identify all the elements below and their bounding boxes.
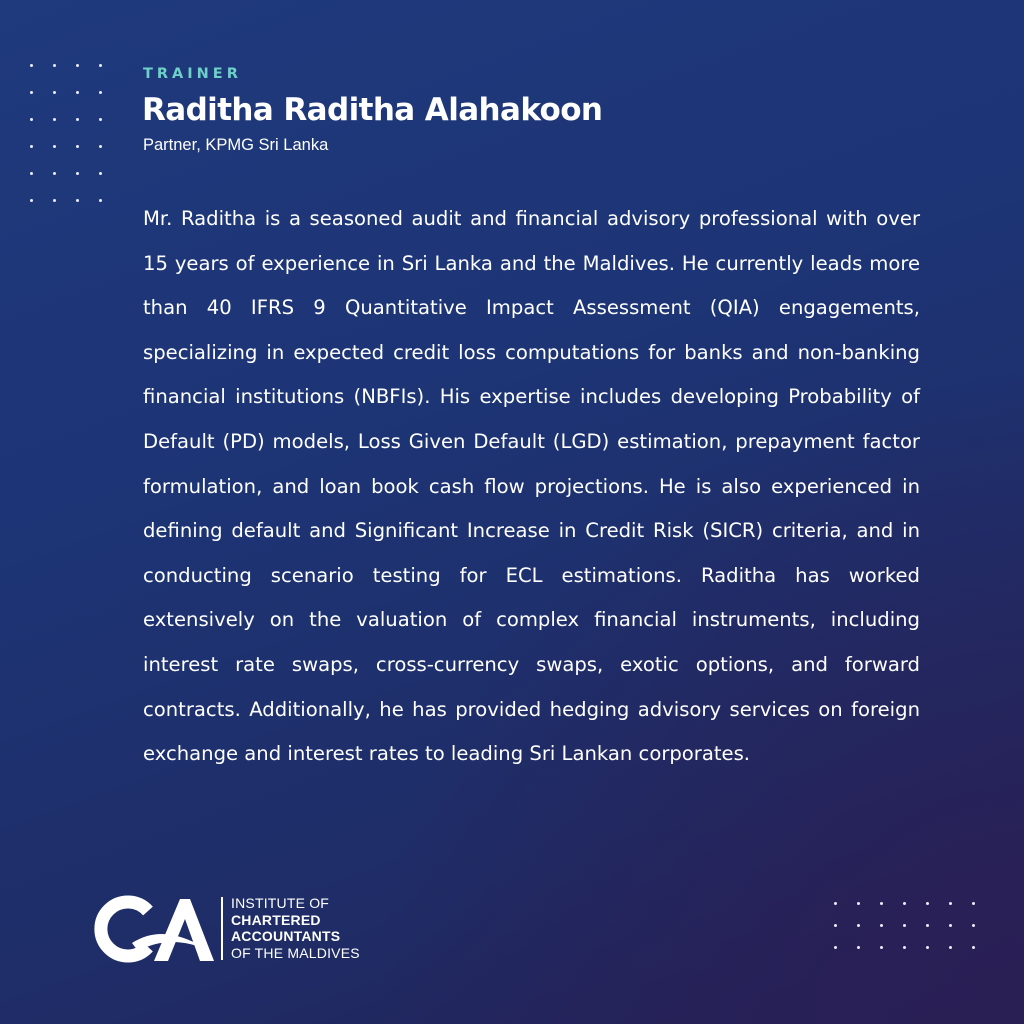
dot [949, 946, 952, 949]
dot [30, 64, 33, 67]
dot [857, 924, 860, 927]
dot [99, 91, 102, 94]
dot [30, 172, 33, 175]
dot [99, 118, 102, 121]
dot [76, 64, 79, 67]
dot [53, 199, 56, 202]
dot [903, 946, 906, 949]
logo-line-3: ACCOUNTANTS [231, 928, 341, 944]
logo-line-1: INSTITUTE OF [231, 895, 330, 911]
dot [30, 145, 33, 148]
dot [30, 118, 33, 121]
dot [834, 946, 837, 949]
dot [857, 902, 860, 905]
dot [76, 91, 79, 94]
trainer-bio: Mr. Raditha is a seasoned audit and financial advisory professional with over 15 years of experience in Sri Lanka and the Maldives. He currently leads more than 40 IFRS 9 Quantitative Impact Assessment (QIA) engagements, specializing in expected credit loss computations for banks and non-banking financial institutions (NBFIs). His expertise includes developing Probability of Default (PD) models, Loss Given Default (LGD) estimation, prepayment factor formulation, and loan book cash flow projections. He is also experienced in defining default and Significant Increase in Credit Risk (SICR) criteria, and in conducting scenario testing for ECL estimations. Raditha has worked extensively on the valuation of complex financial instruments, including interest rate swaps, cross-currency swaps, exotic options, and forward contracts. Additionally, he has provided hedging advisory services on foreign exchange and interest rates to leading Sri Lankan corporates. [143, 207, 920, 766]
dot [880, 946, 883, 949]
dot [972, 902, 975, 905]
dot [834, 902, 837, 905]
dot-grid-icon [30, 64, 102, 202]
dot [99, 199, 102, 202]
ca-logo-icon [92, 893, 216, 965]
dot [972, 924, 975, 927]
dot [76, 172, 79, 175]
logo-divider [221, 897, 223, 960]
dot [949, 924, 952, 927]
dot [30, 91, 33, 94]
dot [99, 172, 102, 175]
logo-line-2: CHARTERED [231, 911, 321, 928]
dot [53, 172, 56, 175]
dot [53, 64, 56, 67]
dot [76, 199, 79, 202]
dot [53, 145, 56, 148]
dot [926, 946, 929, 949]
dot [903, 902, 906, 905]
logo-wordmark [231, 895, 360, 961]
dot [53, 118, 56, 121]
dot [53, 91, 56, 94]
dot-grid-icon [834, 902, 975, 949]
dot [76, 118, 79, 121]
dot [972, 946, 975, 949]
dot [99, 64, 102, 67]
dot [99, 145, 102, 148]
dot [834, 924, 837, 927]
dot [857, 946, 860, 949]
section-label: TRAINER [143, 66, 242, 82]
dot [76, 145, 79, 148]
dot [926, 924, 929, 927]
trainer-name: Raditha Raditha Alahakoon [142, 92, 603, 128]
dot [880, 902, 883, 905]
dot [30, 199, 33, 202]
dot [880, 924, 883, 927]
logo-line-4: OF THE MALDIVES [231, 944, 360, 961]
dot [949, 902, 952, 905]
trainer-role: Partner, KPMG Sri Lanka [143, 136, 329, 154]
ca-maldives-logo [92, 893, 392, 965]
dot [903, 924, 906, 927]
dot [926, 902, 929, 905]
